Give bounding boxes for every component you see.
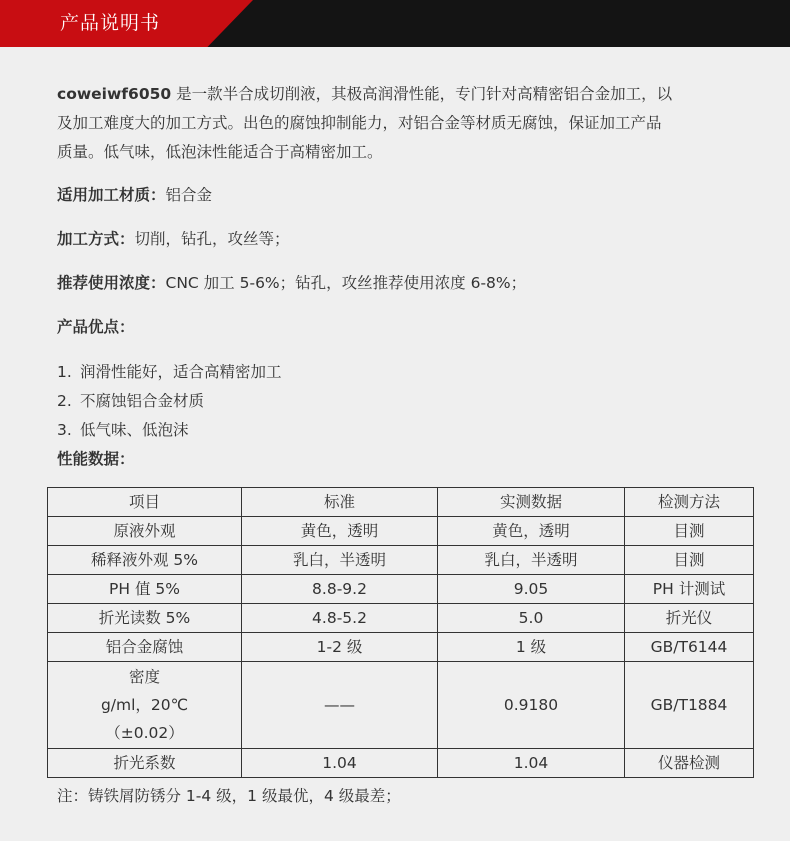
table-cell-density-item (48, 662, 242, 749)
table-row (48, 546, 754, 575)
table-cell: 1.04 (438, 749, 625, 778)
table-cell: 8.8-9.2 (242, 575, 438, 604)
list-item (57, 387, 757, 416)
table-cell: 铝合金腐蚀 (48, 633, 242, 662)
field-method (57, 225, 757, 269)
table-cell: 黄色，透明 (242, 517, 438, 546)
table-cell: 0.9180 (438, 662, 625, 749)
product-code: coweiwf6050 (57, 85, 172, 103)
performance-title: 性能数据： (57, 450, 135, 468)
field-concentration-label: 推荐使用浓度： (57, 274, 166, 292)
table-cell: 1.04 (242, 749, 438, 778)
intro-paragraph (57, 80, 747, 167)
table-cell: GB/T1884 (625, 662, 754, 749)
table-row (48, 575, 754, 604)
table-cell: 9.05 (438, 575, 625, 604)
page-title: 产品说明书 (60, 12, 161, 34)
list-item-number: 3. (57, 421, 72, 439)
table-cell: 目测 (625, 546, 754, 575)
table-cell: 折光读数 5% (48, 604, 242, 633)
list-item (57, 358, 757, 387)
table-row (48, 517, 754, 546)
table-cell: 1-2 级 (242, 633, 438, 662)
table-row-density (48, 662, 754, 749)
advantages-list (57, 358, 757, 445)
field-concentration (57, 269, 757, 313)
list-item-text: 低气味、低泡沫 (79, 421, 189, 439)
performance-table (47, 487, 754, 778)
table-cell: 1 级 (438, 633, 625, 662)
table-cell: 5.0 (438, 604, 625, 633)
content (57, 80, 747, 468)
table-row (48, 604, 754, 633)
field-material (57, 181, 757, 225)
list-item-number: 2. (57, 392, 72, 410)
table-header-row (48, 488, 754, 517)
table-cell: 稀释液外观 5% (48, 546, 242, 575)
table-header-cell: 检测方法 (625, 488, 754, 517)
table-cell: PH 计测试 (625, 575, 754, 604)
intro-line-2: 及加工难度大的加工方式。出色的腐蚀抑制能力，对铝合金等材质无腐蚀，保证加工产品 (57, 114, 662, 132)
intro-line-3: 质量。低气味，低泡沫性能适合于高精密加工。 (57, 143, 383, 161)
table-header-cell: 项目 (48, 488, 242, 517)
table-cell: 原液外观 (48, 517, 242, 546)
table-header-cell: 标准 (242, 488, 438, 517)
table-cell: 折光系数 (48, 749, 242, 778)
footnote: 注：铸铁屑防锈分 1-4 级，1 级最优，4 级最差； (57, 787, 401, 805)
list-item-text: 润滑性能好，适合高精密加工 (79, 363, 282, 381)
table-cell: 目测 (625, 517, 754, 546)
table-row (48, 633, 754, 662)
table-cell: PH 值 5% (48, 575, 242, 604)
list-item-text: 不腐蚀铝合金材质 (79, 392, 204, 410)
field-concentration-value: CNC 加工 5-6%；钻孔，攻丝推荐使用浓度 6-8%； (165, 274, 527, 292)
table-row (48, 749, 754, 778)
field-material-value: 铝合金 (165, 186, 213, 204)
field-method-label: 加工方式： (57, 230, 135, 248)
table-cell: GB/T6144 (625, 633, 754, 662)
density-line-2: g/ml，20℃ (100, 696, 189, 714)
table-cell: 乳白，半透明 (242, 546, 438, 575)
table-cell: 黄色，透明 (438, 517, 625, 546)
field-material-label: 适用加工材质： (57, 186, 166, 204)
density-line-1: 密度 (128, 668, 160, 686)
table-header-cell: 实测数据 (438, 488, 625, 517)
list-item-number: 1. (57, 363, 72, 381)
table-cell: 乳白，半透明 (438, 546, 625, 575)
table-cell: —— (242, 662, 438, 749)
table-cell: 4.8-5.2 (242, 604, 438, 633)
field-method-value: 切削，钻孔，攻丝等； (134, 230, 290, 248)
intro-line-1: 是一款半合成切削液，其极高润滑性能，专门针对高精密铝合金加工，以 (171, 85, 673, 103)
advantages-title: 产品优点： (57, 318, 135, 336)
table-cell: 仪器检测 (625, 749, 754, 778)
list-item (57, 416, 757, 445)
header-bar (0, 0, 790, 47)
table-cell: 折光仪 (625, 604, 754, 633)
density-line-3: （±0.02） (105, 724, 184, 742)
